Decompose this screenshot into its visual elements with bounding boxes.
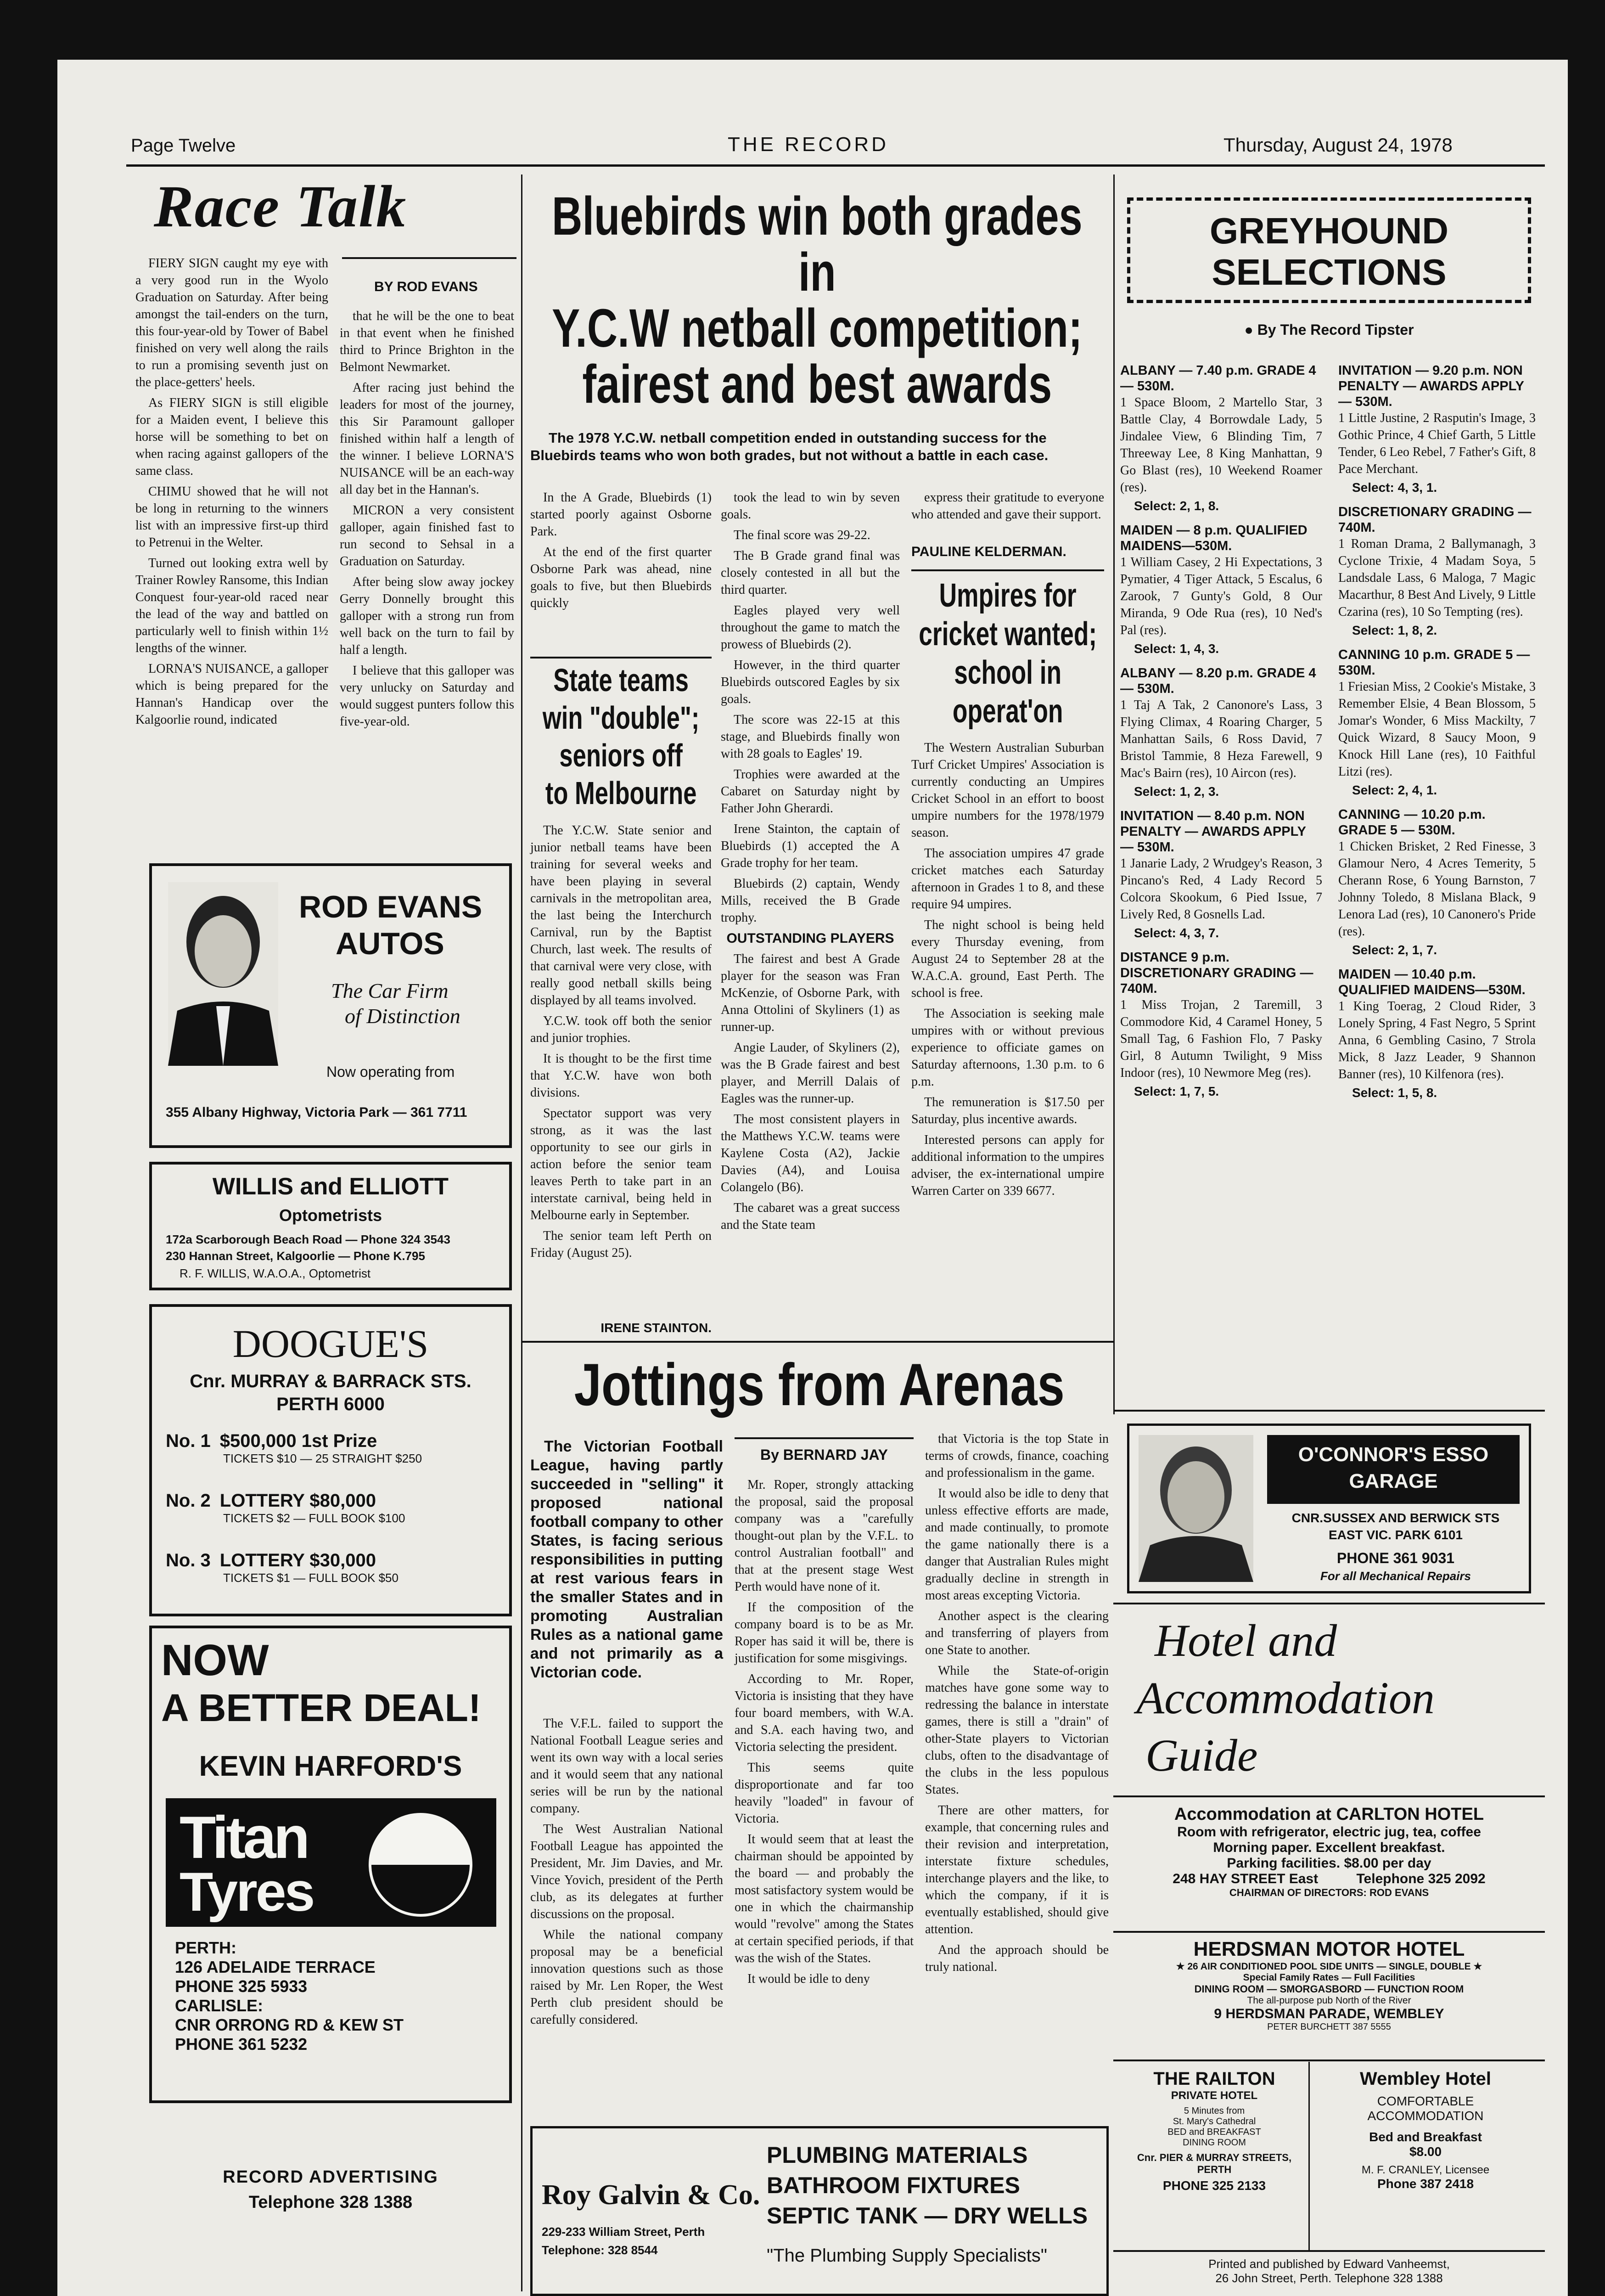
ad-text: 230 Hannan Street, Kalgoorlie — Phone K.795 [166, 1249, 425, 1263]
paragraph: FIERY SIGN caught my eye with a very good run in the Wyolo Graduation on Saturday. After being amongst the tail-enders on the turn, this four-year-old by Tower of Babel finished on very well along the rails to run a promising seventh just on the place-getters' heels. [135, 256, 328, 389]
ad-tagline: The Car Firm [331, 979, 449, 1002]
paragraph: After racing just behind the leaders for most of the journey, this Sir Paramount galloper finished within half a length of the winner. I believe LORNA'S NUISANCE will be an each-way all day bet in the Hannan's. [340, 381, 514, 497]
paragraph: I believe that this galloper was very unlucky on Saturday and would suggest punters follow this five-year-old. [340, 664, 514, 729]
ad-address: 355 Albany Highway, Victoria Park — 361 7711 [166, 1105, 467, 1120]
paragraph: took the lead to win by seven goals. [721, 490, 900, 522]
paragraph: The most consistent players in the Matthews Y.C.W. teams were Kaylene Costa (A2), Jackie Davies (A4), and Louisa Colangelo (B6). [721, 1112, 900, 1194]
section-rule [1113, 2060, 1545, 2061]
rod-evans-ad [149, 863, 512, 1148]
imprint: Printed and published by Edward Vanheemst, 26 John Street, Perth. Telephone 328 1388 [1208, 2257, 1450, 2285]
section-rule [1113, 1410, 1545, 1412]
jottings-byline: By BERNARD JAY [760, 1446, 888, 1463]
column-rule [1308, 2062, 1310, 2250]
paragraph: However, in the third quarter Bluebirds outscored Eagles by six goals. [721, 658, 900, 706]
ad-title: ROD EVANS [299, 889, 483, 924]
greyhound-title: GREYHOUND [1209, 210, 1449, 251]
race-talk-col2 [340, 308, 514, 734]
paragraph: MICRON a very consistent galloper, again finished fast to run second to Sehsal in a Graduation on Saturday. [340, 503, 514, 568]
paragraph: The senior team left Perth on Friday (August 25). [530, 1229, 712, 1260]
record-phone: Telephone 328 1388 [248, 2193, 413, 2212]
state-teams-body [530, 822, 712, 1265]
race-entry: INVITATION — 9.20 p.m. NON PENALTY — AWARDS APPLY— 530M. 1 Little Justine, 2 Rasputin's Image, 3 Gothic Prince, 4 Chief Garth, 5 Little Tender, 6 Leo Rebel, 7 Father's Gift, 8 Pace Merchant. Select: 4, 3, 1. [1338, 363, 1536, 495]
paragraph: The night school is being held every Thursday evening, from August 24 to September 28 at the W.A.C.A. ground, East Perth. The school is free. [911, 918, 1104, 1000]
paragraph: And the approach should be truly national. [925, 1943, 1109, 1974]
ad-title: Roy Galvin & Co. [542, 2179, 760, 2211]
box-rule [911, 569, 1104, 571]
portrait-photo-icon [168, 882, 278, 1066]
section-rule [521, 1341, 1113, 1343]
race-entry: ALBANY — 8.20 p.m. GRADE 4 — 530M. 1 Taj A Tak, 2 Canonore's Lass, 3 Flying Climax, 4 Roaring Charger, 5 Manhattan Sails, 6 Ross David, 7 Bristol Tammie, 8 Heza Farewell, 9 Mac's Bairn (res), 10 Aircon (res). Select: 1, 2, 3. [1120, 666, 1322, 799]
paragraph: If the composition of the company board is to be as Mr. Roper has said it will be, there is justification for some misgivings. [735, 1600, 914, 1666]
oconnor-esso-ad [1127, 1424, 1531, 1593]
greyhound-col2 [1338, 363, 1536, 1109]
greyhound-title-box [1127, 197, 1531, 303]
list-item: No. 3 LOTTERY $30,000 TICKETS $1 — FULL BOOK $50 [166, 1550, 398, 1585]
railton-hotel-ad: THE RAILTON PRIVATE HOTEL 5 Minutes from St. Mary's Cathedral BED and BREAKFAST DINING ROOM Cnr. PIER & MURRAY STREETS, PERTH PHONE 325 2133 [1137, 2069, 1292, 2193]
ad-tagline: For all Mechanical Repairs [1320, 1569, 1471, 1583]
box-rule [530, 657, 712, 658]
race-entry: DISTANCE 9 p.m. DISCRETIONARY GRADING — 740M. 1 Miss Trojan, 2 Taremill, 3 Commodore Kid, 4 Caramel Honey, 5 Small Tag, 6 Fashion Flo, 7 Pasky Girl, 8 Autumn Twilight, 9 Miss Indoor (res), 10 Newmore Meg (res). Select: 1, 7, 5. [1120, 950, 1322, 1098]
paragraph: At the end of the first quarter Osborne Park was ahead, nine goals to five, but then Bluebirds quickly [530, 545, 712, 610]
ad-phone: Telephone: 328 8544 [542, 2243, 658, 2257]
paragraph: The Y.C.W. State senior and junior netball teams have been training for several weeks and have been playing in several carnivals in the metropolitan area, the last being the Interchurch Carnival, run by the Baptist Church, last week. The results of that carnival were very close, with really good netball skills being displayed by all teams involved. [530, 823, 712, 1007]
netball-col2 [721, 489, 900, 1237]
carlton-hotel-ad: Accommodation at CARLTON HOTEL Room with refrigerator, electric jug, tea, coffee Morning paper. Excellent breakfast. Parking facilities. $8.00 per day 248 HAY STREET East Telephone 325 2092 CHAIRMAN OF DIRECTORS: ROD EVANS [1173, 1805, 1486, 1898]
jottings-headline: Jottings from Arenas [574, 1351, 1065, 1418]
herdsman-hotel-ad: HERDSMAN MOTOR HOTEL ★ 26 AIR CONDITIONED POOL SIDE UNITS — SINGLE, DOUBLE ★ Special Family Rates — Full Facilities DINING ROOM — SMORGASBORD — FUNCTION ROOM The all-purpose pub North of the River 9 HERDSMAN PARADE, WEMBLEY PETER BURCHETT 387 5555 [1176, 1938, 1482, 2032]
paragraph: The Western Australian Suburban Turf Cricket Umpires' Association is currently conducting an Umpires Cricket School in an effort to boost umpire numbers for the 1978/1979 season. [911, 741, 1104, 840]
race-entry: INVITATION — 8.40 p.m. NON PENALTY — AWARDS APPLY — 530M. 1 Janarie Lady, 2 Wrudgey's Reason, 3 Pincano's Red, 4 Lady Record 5 Colcora Skookum, 6 Pied Issue, 7 Lively Red, 8 Gosnells Lad. Select: 4, 3, 7. [1120, 809, 1322, 940]
paragraph: that Victoria is the top State in terms of crowds, finance, coaching and professionalism in the game. [925, 1432, 1109, 1480]
roy-galvin-ad [530, 2126, 1109, 2296]
byline-rule [342, 257, 516, 259]
netball-col1 [530, 489, 712, 615]
paragraph: It is thought to be the first time that Y.C.W. have won both divisions. [530, 1052, 712, 1100]
paper-name: THE RECORD [728, 133, 889, 156]
section-rule [1113, 1603, 1545, 1604]
paragraph: As FIERY SIGN is still eligible for a Maiden event, I believe this horse will be something to bet on when racing against gallopers of the same class. [135, 396, 328, 478]
ad-products: PLUMBING MATERIALS BATHROOM FIXTURES SEPTIC TANK — DRY WELLS [767, 2142, 1088, 2228]
paragraph: While the State-of-origin matches have gone some way to redressing the balance in interstate games, there is still a "drain" of other-State players to Victorian clubs, often to the disadvantage of the clubs in the less populous States. [925, 1664, 1109, 1797]
ad-headline: NOW [161, 1636, 269, 1685]
issue-date: Thursday, August 24, 1978 [1223, 134, 1453, 156]
section-rule [1113, 1795, 1545, 1797]
column-rule-right [1113, 174, 1115, 1414]
jottings-col3 [925, 1430, 1109, 1979]
umpires-body [911, 739, 1104, 1203]
paragraph: that he will be the one to beat in that event when he finished third to Prince Brighton in the Belmont Newmarket. [340, 309, 514, 374]
race-talk-title: Race Talk [154, 174, 407, 240]
ad-phone: PHONE 361 9031 [1336, 1550, 1455, 1566]
paragraph: Irene Stainton, the captain of Bluebirds (1) accepted the A Grade trophy for her team. [721, 822, 900, 870]
paragraph: Turned out looking extra well by Trainer Rowley Ransome, this Indian Conquest four-year-old raced near the lead of the way and battled on particularly well to finish within 1½ lengths of the winner. [135, 556, 328, 655]
race-entry: MAIDEN — 8 p.m. QUALIFIED MAIDENS—530M. 1 William Casey, 2 Hi Expectations, 3 Pymatier, 4 Tiger Attack, 5 Escalus, 6 Zarook, 7 Gunty's Gold, 8 Our Miranda, 9 Ode Rua (res), 10 Ned's Pal (res). Select: 1, 4, 3. [1120, 523, 1322, 656]
paragraph: There are other matters, for example, that concerning rules and their revision and interpretation, interstate fixture schedules, interchange players and the like, to which the company, if it is eventually established, should give attention. [925, 1803, 1109, 1936]
titan-tyres-ad [149, 1626, 512, 2103]
greyhound-byline: ● By The Record Tipster [1244, 321, 1414, 338]
ad-text: R. F. WILLIS, W.A.O.A., Optometrist [180, 1266, 371, 1280]
ad-title: WILLIS and ELLIOTT [212, 1173, 449, 1200]
paragraph: The Association is seeking male umpires with or without previous experience to officiate games on Saturday afternoons, 1.30 p.m. to 6 p.m. [911, 1007, 1104, 1089]
state-teams-signature: IRENE STAINTON. [600, 1321, 712, 1335]
titan-addresses: PERTH: 126 ADELAIDE TERRACE PHONE 325 5933 CARLISLE: CNR ORRONG RD & KEW ST PHONE 361 5232 [175, 1938, 404, 2054]
paragraph: While the national company proposal may be a beneficial innovation questions such as those raised by Mr. Len Roper, the West Perth club president should be carefully considered. [530, 1928, 723, 2027]
greyhound-col1 [1120, 363, 1322, 1108]
masthead-rule [126, 164, 1545, 167]
section-rule [1113, 1931, 1545, 1933]
race-entry: CANNING — 10.20 p.m. GRADE 5 — 530M. 1 Chicken Brisket, 2 Red Finesse, 3 Glamour Nero, 4 Acres Temerity, 5 Cherann Rose, 6 Young Barnston, 7 Johnny Toledo, 8 Mislana Black, 9 Lenora Lad (res), 10 Canonero's Pride (res). Select: 2, 1, 7. [1338, 807, 1536, 957]
paragraph: The final score was 29-22. [734, 528, 870, 542]
race-entry: DISCRETIONARY GRADING — 740M. 1 Roman Drama, 2 Ballymanagh, 3 Cyclone Trixie, 4 Madam Soya, 5 Landsdale Lass, 6 Maloga, 7 Magic Macarthur, 8 Best And Lively, 9 Little Czarina (res), 10 So Tempting (res). Select: 1, 8, 2. [1338, 505, 1536, 637]
paragraph: Spectator support was very strong, as it was the last opportunity to see our girls in action before the senior team leaves Perth to take part in an interstate carnival, being held in Melbourne early in September. [530, 1106, 712, 1222]
willis-elliott-ad [149, 1162, 512, 1290]
ad-tagline: of Distinction [345, 1004, 460, 1028]
jottings-col2 [735, 1476, 914, 1991]
jottings-col1 [530, 1715, 723, 2032]
oconnor-name-panel: O'CONNOR'S ESSO GARAGE [1267, 1435, 1520, 1504]
state-teams-headline: State teams win "double"; seniors off to Melbourne [542, 662, 700, 811]
paragraph: The association umpires 47 grade cricket matches each Saturday afternoon in Grades 1 to 8, and these require 94 umpires. [911, 846, 1104, 912]
race-entry: MAIDEN — 10.40 p.m. QUALIFIED MAIDENS—530M. 1 King Toerag, 2 Cloud Rider, 3 Lonely Spring, 4 Fast Negro, 5 Sprint Anna, 6 Gembling Casino, 7 Strola Mick, 8 Jazz Leader, 9 Shannon Banner (res), 10 Kilfenora (res). Select: 1, 5, 8. [1338, 967, 1536, 1100]
wembley-hotel-ad: Wembley Hotel COMFORTABLE ACCOMMODATION Bed and Breakfast $8.00 M. F. CRANLEY, Licensee Phone 387 2418 [1360, 2069, 1491, 2191]
ad-address: 229-233 William Street, Perth [542, 2225, 705, 2239]
paragraph: Angie Lauder, of Skyliners (2), was the B Grade fairest and best player, and Merrill Dalais of Eagles was the runner-up. [721, 1041, 900, 1106]
umpires-headline: Umpires for cricket wanted; school in operat'on [919, 577, 1097, 730]
paragraph: In the A Grade, Bluebirds (1) started poorly against Osborne Park. [530, 490, 712, 539]
paragraph: The score was 22-15 at this stage, and Bluebirds finally won with 28 goals to Eagles' 19. [721, 713, 900, 761]
subheading: OUTSTANDING PLAYERS [726, 931, 894, 946]
list-item: No. 2 LOTTERY $80,000 TICKETS $2 — FULL BOOK $100 [166, 1491, 405, 1525]
race-entry: ALBANY — 7.40 p.m. GRADE 4 — 530M. 1 Space Bloom, 2 Martello Star, 3 Battle Clay, 4 Borrowdale Lady, 5 Jindalee View, 6 Blinding Tim, 7 Threeway Lee, 8 King Manhattan, 9 Go Blast (res), 10 Weekend Roamer (res). Select: 2, 1, 8. [1120, 363, 1322, 513]
paragraph: It would be idle to deny [747, 1972, 870, 1986]
paragraph: According to Mr. Roper, Victoria is insisting that they have four board members, with W.A. and S.A. each having two, and Victoria selecting the president. [735, 1672, 914, 1754]
paragraph: express their gratitude to everyone who attended and gave their support. [911, 490, 1104, 522]
ad-address: PERTH 6000 [276, 1394, 385, 1414]
netball-signature: PAULINE KELDERMAN. [911, 544, 1066, 559]
paragraph: The fairest and best A Grade player for the season was Fran McKenzie, of Osborne Park, with Anna Ottolini of Skyliners (1) as runner-up. [721, 952, 900, 1034]
ad-address: EAST VIC. PARK 6101 [1328, 1528, 1463, 1542]
paragraph: Mr. Roper, strongly attacking the proposal, said the proposal company was a "carefully thought-out plan by the V.F.L. to control Australian football" and that at the present stage West Perth would have none of it. [735, 1478, 914, 1594]
paragraph: LORNA'S NUISANCE, a galloper which is being prepared for the Hannan's Handicap over the Kalgoorlie round, indicated [135, 662, 328, 727]
paragraph: Interested persons can apply for additional information to the umpires adviser, the ex-international umpire Warren Carter on 339 6677. [911, 1133, 1104, 1198]
jottings-lead: The Victorian Football League, having partly succeeded in "selling" it proposed national football company to other States, is facing serious responsibilities in putting at rest various fears in the smaller States and in promoting Australian Rules as a national game and not primarily as a Victorian code. [530, 1438, 723, 1681]
titan-logo: Titan Tyres [166, 1798, 496, 1927]
lottery-list [166, 1431, 501, 1610]
ad-text: Now operating from [326, 1064, 455, 1080]
ad-slogan: "The Plumbing Supply Specialists" [767, 2245, 1047, 2266]
doogues-ad [149, 1304, 512, 1616]
ad-text: 172a Scarborough Beach Road — Phone 324 3543 [166, 1232, 450, 1246]
paragraph: Bluebirds (2) captain, Wendy Mills, received the B Grade trophy. [721, 877, 900, 925]
paragraph: Another aspect is the clearing and transferring of players from one State to another. [925, 1609, 1109, 1657]
section-rule [1113, 2250, 1545, 2252]
paragraph: Trophies were awarded at the Cabaret on Saturday night by Father John Gherardi. [721, 767, 900, 816]
page-number: Page Twelve [131, 135, 236, 156]
tyre-icon [368, 1812, 473, 1918]
ad-title: KEVIN HARFORD'S [199, 1750, 462, 1782]
byline-rule [735, 1437, 914, 1439]
ad-title: AUTOS [336, 926, 444, 961]
paragraph: The remuneration is $17.50 per Saturday, plus incentive awards. [911, 1095, 1104, 1126]
paragraph: Eagles played very well throughout the game to match the prowess of Bluebirds (2). [721, 603, 900, 652]
paragraph: The West Australian National Football League has appointed the President, Mr. Jim Davies, and Mr. Vince Yovich, president of the Perth club, as its delegates at further discussions on the proposal. [530, 1822, 723, 1921]
ad-subtitle: Optometrists [279, 1206, 382, 1225]
paragraph: This seems quite disproportionate and far too heavily "loaded" in favour of Victoria. [735, 1761, 914, 1826]
paragraph: CHIMU showed that he will not be long in returning to the winners list with an impressive first-up third to Petrenui in the Welter. [135, 484, 328, 550]
ad-title: DOOGUE'S [232, 1322, 429, 1366]
list-item: No. 1 $500,000 1st Prize TICKETS $10 — 25 STRAIGHT $250 [166, 1431, 422, 1465]
hotel-guide-title: Hotel and Accommodation Guide [1136, 1615, 1435, 1781]
race-talk-col1 [135, 255, 328, 732]
paragraph: The B Grade grand final was closely contested in all but the third quarter. [721, 549, 900, 597]
newspaper-page [57, 60, 1568, 2296]
paragraph: It would seem that at least the chairman should be appointed by the board — and probably the most satisfactory system would be one in which the chairmanship would "revolve" among the States at certain specified periods, if that was the wish of the States. [735, 1832, 914, 1965]
paragraph: The cabaret was a great success and the State team [721, 1201, 900, 1232]
netball-standfirst: The 1978 Y.C.W. netball competition ended in outstanding success for the Bluebirds teams who won both grades, but not without a battle in each case. [530, 430, 1049, 463]
portrait-photo-icon [1139, 1435, 1253, 1582]
ad-address: Cnr. MURRAY & BARRACK STS. [190, 1371, 471, 1391]
race-talk-byline: BY ROD EVANS [374, 279, 478, 294]
netball-headline: Bluebirds win both grades in Y.C.W netball competition; fairest and best awards [551, 186, 1083, 415]
paragraph: The V.F.L. failed to support the National Football League series and went its own way with a local series and it would seem that any national series will be run by the national company. [530, 1716, 723, 1816]
race-entry: CANNING 10 p.m. GRADE 5 — 530M. 1 Friesian Miss, 2 Cookie's Mistake, 3 Remember Elsie, 4 Bean Blossom, 5 Jomar's Wonder, 6 Miss Mackilty, 7 Quick Wizard, 8 Saucy Moon, 9 Knock Hill Lane (res), 10 Faithful Litzi (res). Select: 2, 4, 1. [1338, 647, 1536, 797]
record-advertising: RECORD ADVERTISING [223, 2167, 438, 2187]
paragraph: It would also be idle to deny that unless effective efforts are made, and made continually, to promote the game nationally there is a danger that Australian Rules might gradually decline in strength in most areas excepting Victoria. [925, 1486, 1109, 1603]
ad-headline: A BETTER DEAL! [161, 1686, 481, 1729]
greyhound-title: SELECTIONS [1212, 252, 1447, 293]
paragraph: After being slow away jockey Gerry Donnelly brought this galloper with a strong run from well back on the turn to fail by half a length. [340, 575, 514, 657]
netball-col3 [911, 489, 1104, 527]
column-rule-left [521, 174, 522, 2291]
paragraph: Y.C.W. took off both the senior and junior trophies. [530, 1014, 712, 1045]
ad-address: CNR.SUSSEX AND BERWICK STS [1291, 1511, 1500, 1525]
